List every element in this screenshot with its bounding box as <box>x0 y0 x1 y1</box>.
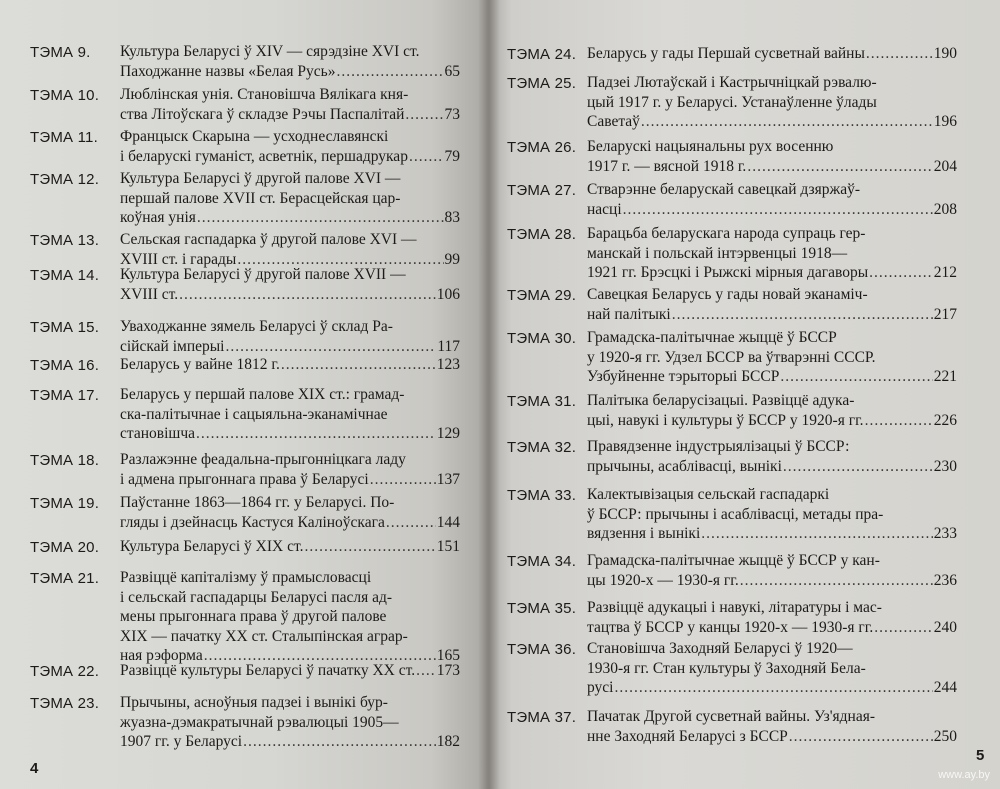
page-ref: 212 <box>933 264 957 281</box>
topic-label: ТЭМА 34. <box>507 553 577 570</box>
watermark: www.ay.by <box>938 769 990 781</box>
toc-entry <box>120 85 460 124</box>
topic-label: ТЭМА 18. <box>30 452 100 469</box>
topic-label: ТЭМА 33. <box>507 487 577 504</box>
entry-title-line: Прычыны, асноўныя падзеі і вынікі бур- <box>120 694 388 711</box>
topic-label: ТЭМА 29. <box>507 287 577 304</box>
entry-title-line: мены прыгоннага права ў другой палове <box>120 608 387 625</box>
toc-entry <box>587 328 957 387</box>
entry-title-line: Савецкая Беларусь у гады новай эканаміч- <box>587 286 868 303</box>
entry-title-line: XVIII ст. і гарады <box>120 250 237 268</box>
entry-title-line: сійскай імперыі <box>120 337 225 355</box>
topic-label: ТЭМА 19. <box>30 495 100 512</box>
leader-dots <box>225 337 436 357</box>
entry-last-line <box>120 62 460 82</box>
entry-last-line <box>587 618 957 638</box>
leader-dots <box>416 661 436 681</box>
toc-entry <box>120 537 460 557</box>
topic-label: ТЭМА 23. <box>30 695 100 712</box>
page-ref: 233 <box>933 525 957 542</box>
leader-dots <box>672 305 933 325</box>
page-ref: 173 <box>436 662 460 679</box>
entry-title-line: Калектывізацыя сельскай гаспадаркі <box>587 486 830 503</box>
page-ref: 83 <box>444 209 460 226</box>
page-ref: 230 <box>933 457 957 475</box>
entry-title-line: Культура Беларусі ў другой палове XVI — <box>120 170 401 187</box>
topic-label: ТЭМА 26. <box>507 139 577 156</box>
entry-title-line: 1917 г. — вясной 1918 г. <box>587 157 747 175</box>
leader-dots <box>866 44 933 64</box>
entry-title-line: Грамадска-палітычнае жыццё ў БССР у кан- <box>587 552 880 569</box>
leader-dots <box>196 424 436 444</box>
page-ref: 240 <box>933 618 957 636</box>
toc-entry <box>120 127 460 166</box>
entry-title-line: і сельскай гаспадарцы Беларусі пасля ад- <box>120 588 393 606</box>
topic-label: ТЭМА 16. <box>30 357 100 374</box>
entry-last-line <box>587 727 957 747</box>
toc-entry <box>587 639 957 698</box>
toc-entry <box>587 44 957 64</box>
entry-title-line: Беларусь у вайне 1812 г. <box>120 356 280 373</box>
entry-title-line: ная рэформа <box>120 647 203 664</box>
toc-entry <box>587 707 957 746</box>
leader-dots <box>783 457 933 477</box>
entry-title-line: Беларусь у гады Першай сусветнай вайны <box>587 45 865 62</box>
entry-title-line: Разлажэнне феадальна-прыгонніцкага ладу <box>120 451 406 468</box>
entry-title-line: Правядзенне індустрыялізацыі ў БССР: <box>587 438 850 455</box>
topic-label: ТЭМА 32. <box>507 439 577 456</box>
entry-last-line <box>587 678 957 698</box>
entry-title-line: Сельская гаспадарка ў другой палове XVI — <box>120 231 417 248</box>
toc-entry <box>120 693 460 752</box>
leader-dots <box>243 732 436 752</box>
toc-entry <box>120 317 460 356</box>
topic-label: ТЭМА 15. <box>30 319 100 336</box>
leader-dots <box>197 208 444 228</box>
entry-title-line: насці <box>587 200 622 218</box>
toc-entry <box>120 230 460 269</box>
toc-entry <box>587 437 957 476</box>
page-ref: 99 <box>444 250 460 268</box>
toc-entry <box>587 180 957 219</box>
page-ref: 165 <box>436 647 460 664</box>
entry-title-line: Узбуйненне тэрыторыі БССР <box>587 368 780 385</box>
entry-title-line: тацтва ў БССР у канцы 1920-х — 1930-я гг. <box>587 618 874 636</box>
entry-title-line: 1921 гг. Брэсцкі і Рыжскі мірныя дагаворы <box>587 264 869 281</box>
entry-title-line: Культура Беларусі ў другой палове XVII — <box>120 266 406 283</box>
page-ref: 151 <box>436 538 460 555</box>
book-gutter <box>478 0 500 789</box>
toc-entry <box>120 568 460 666</box>
toc-entry <box>120 265 460 304</box>
topic-label: ТЭМА 13. <box>30 232 100 249</box>
topic-label: ТЭМА 11. <box>30 129 98 146</box>
entry-last-line <box>120 208 460 228</box>
page-ref: 129 <box>436 425 460 442</box>
entry-title-line: цый 1917 г. у Беларусі. Устанаўленне ўлады <box>587 93 877 111</box>
entry-last-line <box>587 305 957 325</box>
entry-title-line: цыі, навукі і культуры ў БССР у 1920-я гг. <box>587 411 864 429</box>
entry-last-line <box>587 524 957 544</box>
toc-entry <box>120 355 460 375</box>
entry-title-line: гляды і дзейнасць Кастуся Каліноўскага <box>120 513 385 531</box>
entry-title-line: і адмена прыгоннага права ў Беларусі <box>120 470 369 488</box>
leader-dots <box>789 727 933 747</box>
topic-label: ТЭМА 9. <box>30 44 91 61</box>
page-ref: 106 <box>436 285 460 303</box>
entry-title-line: нне Заходняй Беларусі з БССР <box>587 727 788 745</box>
page-ref: 196 <box>933 113 957 130</box>
entry-title-line: русі <box>587 679 614 696</box>
entry-last-line <box>120 513 460 533</box>
entry-last-line <box>587 571 957 591</box>
toc-entry <box>120 42 460 81</box>
topic-label: ТЭМА 17. <box>30 387 100 404</box>
entry-title-line: Стварэнне беларускай савецкай дзяржаў- <box>587 181 861 198</box>
entry-title-line: у 1920-я гг. Удзел БССР ва ўтварэнні СССР. <box>587 348 876 366</box>
leader-dots <box>336 62 443 82</box>
leader-dots <box>869 263 933 283</box>
topic-label: ТЭМА 21. <box>30 570 100 587</box>
page-ref: 65 <box>444 62 460 80</box>
toc-entry <box>587 137 957 176</box>
topic-label: ТЭМА 12. <box>30 171 100 188</box>
entry-last-line <box>587 263 957 283</box>
left-page-number: 4 <box>30 760 39 777</box>
leader-dots <box>179 285 436 305</box>
topic-label: ТЭМА 36. <box>507 641 577 658</box>
entry-title-line: цы 1920-х — 1930-я гг. <box>587 571 739 589</box>
entry-title-line: Францыск Скарына — усходнеславянскі <box>120 128 389 145</box>
toc-entry <box>120 493 460 532</box>
entry-title-line: Культура Беларусі ў XIV — сярэдзіне XVI ст. <box>120 43 420 60</box>
entry-last-line <box>120 147 460 167</box>
entry-last-line <box>120 470 460 490</box>
entry-title-line: Паходжанне назвы «Белая Русь» <box>120 62 336 80</box>
leader-dots <box>740 571 933 591</box>
entry-title-line: Паўстанне 1863—1864 гг. у Беларусі. По- <box>120 494 395 511</box>
leader-dots <box>747 157 932 177</box>
toc-entry <box>587 391 957 430</box>
toc-entry <box>120 385 460 444</box>
topic-label: ТЭМА 14. <box>30 267 100 284</box>
entry-title-line: першай палове XVII ст. Берасцейская цар- <box>120 189 401 207</box>
topic-label: ТЭМА 20. <box>30 539 100 556</box>
entry-last-line <box>587 157 957 177</box>
leader-dots <box>780 367 932 387</box>
leader-dots <box>614 678 932 698</box>
page-ref: 208 <box>933 200 957 218</box>
toc-entry <box>120 661 460 681</box>
leader-dots <box>405 105 443 125</box>
entry-title-line: ў БССР: прычыны і асаблівасці, метады пра- <box>587 505 884 523</box>
page-ref: 117 <box>437 337 460 355</box>
entry-last-line <box>587 200 957 220</box>
entry-last-line <box>120 661 460 681</box>
toc-entry <box>587 224 957 283</box>
entry-title-line: манскай і польскай інтэрвенцыі 1918— <box>587 244 848 262</box>
entry-title-line: і беларускі гуманіст, асветнік, першадрукар <box>120 147 408 165</box>
entry-last-line <box>587 411 957 431</box>
leader-dots <box>281 355 436 375</box>
entry-title-line: Грамадска-палітычнае жыццё ў БССР <box>587 329 837 346</box>
entry-last-line <box>587 457 957 477</box>
entry-title-line: Саветаў <box>587 113 640 130</box>
page-ref: 79 <box>444 147 460 165</box>
entry-last-line <box>587 44 957 64</box>
entry-title-line: ства Літоўскага ў складзе Рэчы Паспалітай <box>120 105 405 123</box>
entry-title-line: най палітыкі <box>587 305 671 323</box>
entry-title-line: Барацьба беларускага народа супраць гер- <box>587 225 866 242</box>
page-ref: 226 <box>933 411 957 429</box>
leader-dots <box>641 112 933 132</box>
entry-title-line: Беларусь у першай палове XIX ст.: грамад- <box>120 386 405 403</box>
leader-dots <box>623 200 933 220</box>
topic-label: ТЭМА 31. <box>507 393 577 410</box>
entry-title-line: XIX — пачатку XX ст. Сталыпінская аграр- <box>120 627 408 645</box>
leader-dots <box>370 470 436 490</box>
entry-last-line <box>587 112 957 132</box>
topic-label: ТЭМА 22. <box>30 663 100 680</box>
leader-dots <box>409 147 444 167</box>
page-ref: 144 <box>436 513 460 531</box>
entry-last-line <box>120 105 460 125</box>
page-ref: 204 <box>933 157 957 175</box>
entry-last-line <box>120 537 460 557</box>
topic-label: ТЭМА 10. <box>30 87 100 104</box>
leader-dots <box>386 513 436 533</box>
entry-title-line: Беларускі нацыянальны рух восенню <box>587 138 834 155</box>
entry-title-line: 1930-я гг. Стан культуры ў Заходняй Бела- <box>587 659 866 677</box>
entry-title-line: XVIII ст. <box>120 285 179 303</box>
leader-dots <box>865 411 933 431</box>
entry-title-line: Становішча Заходняй Беларусі ў 1920— <box>587 640 853 657</box>
toc-entry <box>120 450 460 489</box>
page-ref: 190 <box>933 45 957 62</box>
topic-label: ТЭМА 24. <box>507 46 577 63</box>
topic-label: ТЭМА 35. <box>507 600 577 617</box>
page-ref: 137 <box>436 470 460 488</box>
toc-entry <box>587 598 957 637</box>
page-ref: 221 <box>933 368 957 385</box>
page-ref: 236 <box>933 571 957 589</box>
entry-title-line: становішча <box>120 425 196 442</box>
topic-label: ТЭМА 25. <box>507 75 577 92</box>
entry-title-line: Культура Беларусі ў XIX ст. <box>120 538 304 555</box>
entry-last-line <box>120 285 460 305</box>
topic-label: ТЭМА 30. <box>507 330 577 347</box>
entry-last-line <box>587 367 957 387</box>
toc-entry <box>587 73 957 132</box>
leader-dots <box>874 618 933 638</box>
entry-title-line: Развіццё адукацыі і навукі, літаратуры і мас- <box>587 599 882 616</box>
entry-last-line <box>120 424 460 444</box>
entry-last-line <box>120 337 460 357</box>
entry-title-line: ска-палітычнае і сацыяльна-эканамічнае <box>120 405 388 423</box>
toc-entry <box>587 485 957 544</box>
entry-title-line: 1907 гг. у Беларусі <box>120 733 243 750</box>
entry-title-line: вядзення і вынікі <box>587 525 701 542</box>
entry-title-line: Палітыка беларусізацыі. Развіццё адука- <box>587 392 855 409</box>
toc-entry <box>120 169 460 228</box>
entry-title-line: прычыны, асаблівасці, вынікі <box>587 457 782 475</box>
page-ref: 123 <box>436 356 460 373</box>
entry-title-line: Развіццё культуры Беларусі ў пачатку XX ст. <box>120 662 416 679</box>
page-ref: 217 <box>933 305 957 323</box>
entry-title-line: Развіццё капіталізму ў прамысловасці <box>120 569 372 586</box>
toc-entry <box>587 551 957 590</box>
leader-dots <box>701 524 932 544</box>
entry-title-line: Падзеі Лютаўскай і Кастрычніцкай рэвалю- <box>587 74 877 91</box>
topic-label: ТЭМА 27. <box>507 182 577 199</box>
entry-last-line <box>120 355 460 375</box>
entry-title-line: Уваходжанне зямель Беларусі ў склад Ра- <box>120 318 393 335</box>
page-ref: 73 <box>444 105 460 123</box>
entry-title-line: Пачатак Другой сусветнай вайны. Уз'ядная- <box>587 708 876 725</box>
entry-title-line: коўная унія <box>120 209 196 226</box>
toc-entry <box>587 285 957 324</box>
page-ref: 244 <box>933 679 957 696</box>
entry-title-line: жуазна-дэмакратычнай рэвалюцыі 1905— <box>120 713 399 731</box>
page-ref: 182 <box>436 733 460 750</box>
entry-last-line <box>120 732 460 752</box>
topic-label: ТЭМА 37. <box>507 709 577 726</box>
leader-dots <box>304 537 435 557</box>
entry-title-line: Люблінская унія. Становішча Вялікага кня- <box>120 86 409 103</box>
right-page-number: 5 <box>976 747 985 764</box>
page-ref: 250 <box>933 727 957 745</box>
topic-label: ТЭМА 28. <box>507 226 577 243</box>
